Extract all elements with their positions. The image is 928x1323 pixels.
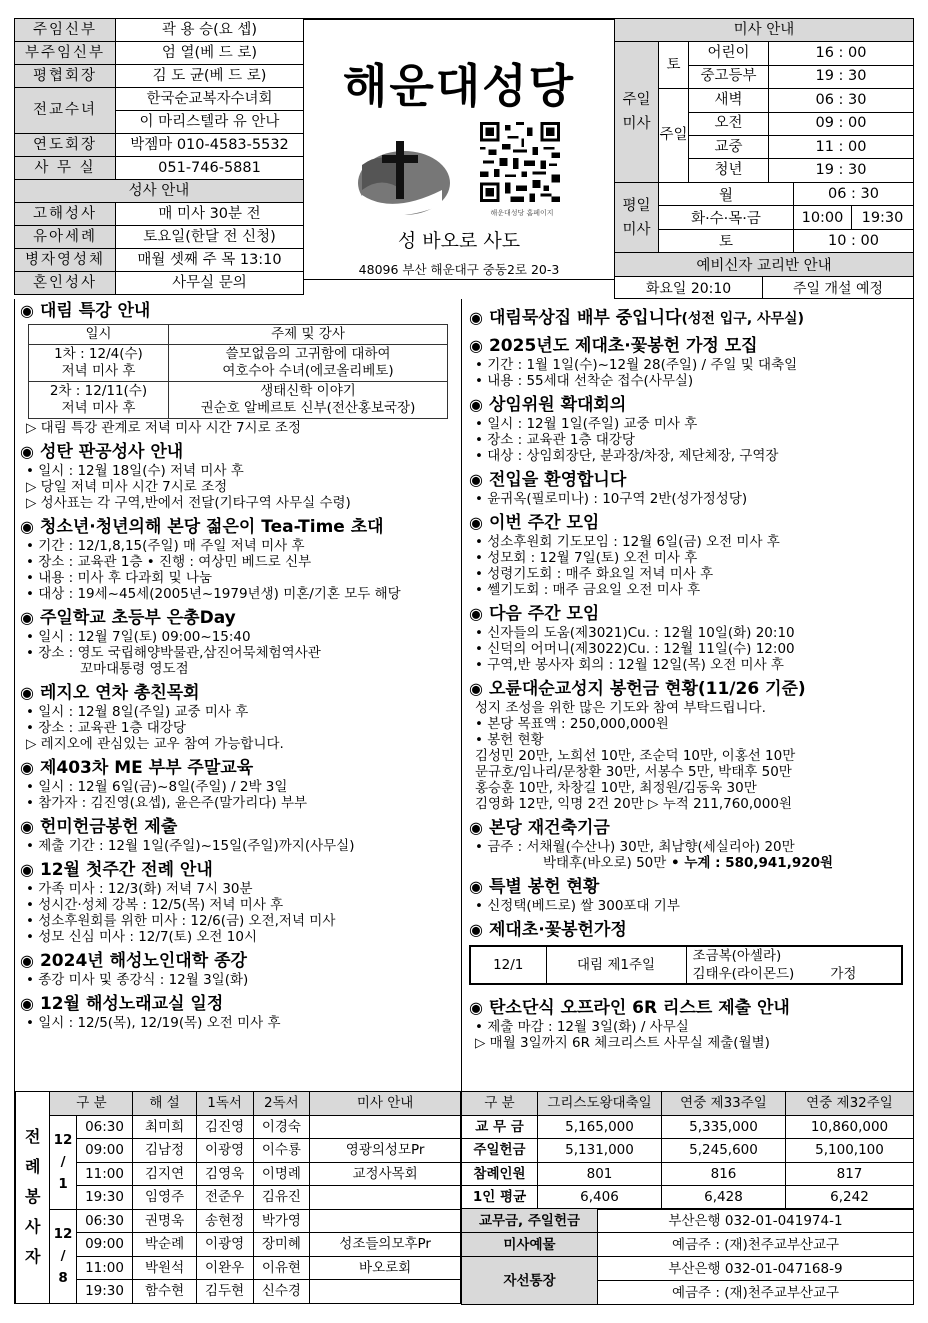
list-item: • 내용 : 55세대 선착순 접수(사무실)	[475, 373, 694, 389]
servers-cell: 함수현	[133, 1280, 196, 1304]
section-title: ◉ 2025년도 제대초·꽃봉헌 가정 모집	[469, 336, 758, 356]
list-item: • 금주 : 서채월(수산나) 30만, 최남향(세실리아) 20만	[475, 839, 795, 855]
list-item: • 참가자 : 김진영(요셉), 윤은주(말가리다) 부부	[26, 795, 308, 811]
section-title: ◉ 2024년 해성노인대학 종강	[20, 951, 247, 971]
mass-schedule-table	[614, 18, 914, 183]
mass-name: 청년	[689, 159, 769, 182]
mass-name: 중고등부	[689, 65, 769, 88]
servers-cell: 김유진	[253, 1186, 310, 1210]
altar-flower-table	[469, 945, 903, 985]
list-item: • 기간 : 1월 1일(수)~12월 28(주일) / 주일 및 대축일	[475, 357, 798, 373]
list-item: • 성소후원회를 위한 미사 : 12/6(금) 오전,저녁 미사	[26, 913, 336, 929]
finance-cell: 5,100,100	[786, 1139, 914, 1163]
list-item: • 가족 미사 : 12/3(화) 저녁 7시 30분	[26, 881, 253, 897]
bank-label: 교무금, 주일헌금	[462, 1209, 598, 1233]
list-item: • 대상 : 상임회장단, 분과장/차장, 제단체장, 구역장	[475, 448, 779, 464]
list-item: • 대상 : 19세~45세(2005년~1979년생) 미혼/기혼 모두 해당	[26, 586, 401, 602]
info-value: 한국순교복자수녀회	[116, 88, 304, 111]
mass-time: 11 : 00	[769, 135, 914, 158]
servers-cell	[310, 1186, 461, 1210]
mass-name: 오전	[689, 112, 769, 135]
info-value: 박젬마 010-4583-5532	[116, 134, 304, 157]
finance-header: 그리스도왕대축일	[538, 1092, 662, 1116]
liturgy-servers-table	[14, 1091, 461, 1304]
mass-time: 16 : 00	[769, 42, 914, 65]
servers-cell: 이광영	[196, 1139, 253, 1163]
servers-time: 19:30	[76, 1186, 133, 1210]
list-item: • 내용 : 미사 후 다과회 및 나눔	[26, 570, 213, 586]
list-item: 박태후(바오로) 50만 • 누계 : 580,941,920원	[543, 855, 834, 871]
servers-cell: 송현정	[196, 1209, 253, 1233]
list-item: ▷ 레지오에 관심있는 교우 참여 가능합니다.	[26, 736, 284, 752]
list-item: • 일시 : 12월 1일(주일) 교중 미사 후	[475, 416, 698, 432]
section-title: ◉ 대림묵상집 배부 중입니다(성전 입구, 사무실)	[469, 308, 804, 328]
section-title: ◉ 주일학교 초등부 은총Day	[20, 608, 236, 628]
lecture-topic: 쓸모없음의 고귀함에 대하여 여호수아 수녀(에코올리베토)	[169, 345, 448, 382]
servers-cell: 이유현	[253, 1256, 310, 1280]
info-value: 051-746-5881	[116, 157, 304, 180]
sacrament-key: 병자영성체	[15, 249, 116, 272]
advent-lecture-table	[28, 324, 448, 419]
servers-time: 06:30	[76, 1209, 133, 1233]
finance-cell: 817	[786, 1162, 914, 1186]
list-item: • 기간 : 12/1,8,15(주일) 매 주일 저녁 미사 후	[26, 538, 305, 554]
bank-holder: 예금주 : (재)천주교부산교구	[598, 1281, 914, 1305]
servers-cell: 장미혜	[253, 1233, 310, 1257]
section-title: ◉ 다음 주간 모임	[469, 604, 600, 624]
list-item: 문규호/임나리/문창환 30만, 서봉수 5만, 박태후 50만	[475, 764, 792, 780]
info-key: 주임신부	[15, 19, 116, 42]
servers-cell: 이완우	[196, 1256, 253, 1280]
finance-cell: 5,131,000	[538, 1139, 662, 1163]
servers-time: 11:00	[76, 1256, 133, 1280]
list-item: • 성모 신심 미사 : 12/7(토) 오전 10시	[26, 929, 257, 945]
bank-holder: 예금주 : (재)천주교부산교구	[598, 1233, 914, 1257]
list-item: • 쎌기도회 : 매주 금요일 오전 미사 후	[475, 582, 701, 598]
mass-name: 새벽	[689, 89, 769, 112]
finance-header: 연중 제33주일	[662, 1092, 786, 1116]
servers-cell: 김두현	[196, 1280, 253, 1304]
finance-header: 구 분	[462, 1092, 538, 1116]
servers-cell: 영광의성모Pr	[310, 1139, 461, 1163]
info-key: 부주임신부	[15, 42, 116, 65]
servers-cell: 이경숙	[253, 1115, 310, 1139]
parish-logo-icon	[352, 135, 452, 220]
finance-cell: 5,245,600	[662, 1139, 786, 1163]
left-column	[20, 295, 458, 1031]
info-key: 전교수녀	[15, 88, 116, 134]
servers-cell: 김진영	[196, 1115, 253, 1139]
finance-cell: 801	[538, 1162, 662, 1186]
saturday-label: 토	[659, 42, 689, 89]
section-title: ◉ 12월 첫주간 전례 안내	[20, 860, 213, 880]
mass-time: 09 : 00	[769, 112, 914, 135]
weekday-mass-table	[614, 182, 914, 277]
lecture-header: 일시	[29, 325, 169, 345]
list-item: • 일시 : 12월 8일(주일) 교중 미사 후	[26, 704, 249, 720]
info-key: 사 무 실	[15, 157, 116, 180]
servers-date: 12 / 8	[50, 1209, 76, 1303]
servers-time: 09:00	[76, 1233, 133, 1257]
info-key: 평협회장	[15, 65, 116, 88]
sacrament-value: 사무실 문의	[116, 272, 304, 295]
finance-cell: 6,242	[786, 1186, 914, 1210]
section-title: ◉ 전입을 환영합니다	[469, 470, 627, 490]
list-item: • 윤귀옥(필로미나) : 10구역 2반(성가정성당)	[475, 491, 748, 507]
servers-cell: 이수룡	[253, 1139, 310, 1163]
left-border	[14, 299, 15, 1091]
servers-cell: 최미희	[133, 1115, 196, 1139]
info-value: 김 도 균(베 드 로)	[116, 65, 304, 88]
homepage-qr-code-icon[interactable]	[480, 122, 560, 202]
list-item: • 일시 : 12월 7일(토) 09:00~15:40	[26, 629, 251, 645]
list-item: • 성시간·성체 강복 : 12/5(목) 저녁 미사 후	[26, 897, 284, 913]
list-item: • 본당 목표액 : 250,000,000원	[475, 716, 669, 732]
list-item: • 제출 기간 : 12월 1일(주일)~15일(주일)까지(사무실)	[26, 838, 355, 854]
catechumen-time: 화요일 20:10	[615, 277, 763, 299]
list-item: • 성모회 : 12월 7일(토) 오전 미사 후	[475, 550, 698, 566]
finance-cell: 5,165,000	[538, 1115, 662, 1139]
section-title: ◉ 대림 특강 안내	[20, 301, 151, 321]
sacrament-key: 고해성사	[15, 203, 116, 226]
servers-cell: 박원석	[133, 1256, 196, 1280]
finance-label: 주일헌금	[462, 1139, 538, 1163]
info-key: 연도회장	[15, 134, 116, 157]
lecture-date: 2차 : 12/11(수) 저녁 미사 후	[29, 382, 169, 419]
saturday-weekday-label: 토	[659, 229, 794, 252]
info-value: 엄 열(베 드 로)	[116, 42, 304, 65]
servers-cell	[310, 1280, 461, 1304]
parish-header	[304, 18, 614, 280]
servers-date: 12 / 1	[50, 1115, 76, 1209]
catechumen-header: 예비신자 교리반 안내	[615, 253, 914, 276]
section-title: ◉ 제대초·꽃봉헌가정	[469, 920, 627, 940]
finance-cell: 10,860,000	[786, 1115, 914, 1139]
bank-label: 자선통장	[462, 1257, 598, 1305]
servers-cell: 박순례	[133, 1233, 196, 1257]
list-item: ▷ 매월 3일까지 6R 체크리스트 사무실 제출(월별)	[475, 1035, 770, 1051]
offering-table	[461, 1091, 914, 1210]
servers-time: 09:00	[76, 1139, 133, 1163]
servers-cell: 성조들의모후Pr	[310, 1233, 461, 1257]
servers-cell: 신수경	[253, 1280, 310, 1304]
flower-person: 조금복(아셀라)	[686, 946, 902, 965]
tue-fri-time-2: 19:30	[852, 206, 914, 229]
list-item: 김성민 20만, 노희선 10만, 조순덕 10만, 이홍선 10만	[475, 748, 796, 764]
servers-time: 11:00	[76, 1162, 133, 1186]
saturday-weekday-time: 10 : 00	[794, 229, 914, 252]
section-title: ◉ 오륜대순교성지 봉헌금 현황(11/26 기준)	[469, 679, 806, 699]
sacrament-value: 매월 셋째 주 목 13:10	[116, 249, 304, 272]
list-item: • 신정택(베드로) 쌀 300포대 기부	[475, 898, 680, 914]
column-divider	[461, 299, 462, 1091]
section-title: ◉ 레지오 연차 총친목회	[20, 683, 200, 703]
tue-fri-label: 화·수·목·금	[659, 206, 794, 229]
list-item: 김영화 12만, 익명 2건 20만 ▷ 누적 211,760,000원	[475, 796, 792, 812]
right-border	[913, 299, 914, 1091]
servers-cell: 바오로회	[310, 1256, 461, 1280]
mass-time: 06 : 30	[769, 89, 914, 112]
list-item: • 장소 : 교육관 1층 대강당	[475, 432, 635, 448]
servers-cell: 박가영	[253, 1209, 310, 1233]
lecture-header: 주제 및 강사	[169, 325, 448, 345]
list-item: • 구역,반 봉사자 회의 : 12월 12일(목) 오전 미사 후	[475, 657, 784, 673]
servers-cell: 권명욱	[133, 1209, 196, 1233]
section-title: ◉ 청소년·청년의해 본당 젊은이 Tea-Time 초대	[20, 517, 384, 537]
list-item: • 일시 : 12월 6일(금)~8일(주일) / 2박 3일	[26, 779, 288, 795]
section-title: ◉ 성탄 판공성사 안내	[20, 442, 184, 462]
flower-date: 12/1	[470, 946, 546, 984]
list-item: 꼬마대통령 영도점	[80, 661, 189, 677]
patron-saint: 성 바오로 사도	[397, 230, 521, 252]
servers-cell: 전준우	[196, 1186, 253, 1210]
monday-label: 월	[659, 183, 794, 206]
pastoral-info-table	[14, 18, 304, 295]
servers-cell: 교정사목회	[310, 1162, 461, 1186]
section-title: ◉ 특별 봉헌 현황	[469, 877, 600, 897]
tue-fri-time-1: 10:00	[794, 206, 852, 229]
parish-title: 해운대성당	[342, 59, 576, 113]
finance-cell: 5,335,000	[662, 1115, 786, 1139]
sacrament-header: 성사 안내	[15, 180, 304, 203]
sacrament-key: 유아세례	[15, 226, 116, 249]
servers-time: 19:30	[76, 1280, 133, 1304]
list-item: • 성소후원회 기도모임 : 12월 6일(금) 오전 미사 후	[475, 534, 780, 550]
info-value: 곽 용 승(요 셉)	[116, 19, 304, 42]
servers-cell: 이명례	[253, 1162, 310, 1186]
bank-account-table	[461, 1208, 914, 1305]
list-item: ▷ 당일 저녁 미사 시간 7시로 조정	[26, 479, 228, 495]
bank-account: 부산은행 032-01-041974-1	[598, 1209, 914, 1233]
servers-header: 해 설	[133, 1092, 196, 1116]
finance-cell: 6,406	[538, 1186, 662, 1210]
list-item: • 종강 미사 및 종강식 : 12월 3일(화)	[26, 972, 249, 988]
servers-cell: 이광영	[196, 1233, 253, 1257]
finance-label: 교 무 금	[462, 1115, 538, 1139]
servers-time: 06:30	[76, 1115, 133, 1139]
list-item: • 성령기도회 : 매주 화요일 저녁 미사 후	[475, 566, 714, 582]
mass-time: 19 : 30	[769, 65, 914, 88]
list-item: 홍승훈 10만, 차창길 10만, 최정원/김동욱 30만	[475, 780, 757, 796]
list-item: • 신덕의 어머니(제3022)Cu. : 12월 11일(수) 12:00	[475, 641, 795, 657]
servers-cell	[310, 1115, 461, 1139]
parish-address: 48096 부산 해운대구 중동2로 20-3	[358, 262, 560, 277]
servers-header: 2독서	[253, 1092, 310, 1116]
finance-cell: 816	[662, 1162, 786, 1186]
servers-cell: 임영주	[133, 1186, 196, 1210]
list-item: • 일시 : 12/5(목), 12/19(목) 오전 미사 후	[26, 1015, 281, 1031]
sunday-mass-label: 주일 미사	[615, 42, 659, 182]
sacrament-value: 토요일(한달 전 신청)	[116, 226, 304, 249]
servers-header: 구 분	[50, 1092, 133, 1116]
finance-header: 연중 제32주일	[786, 1092, 914, 1116]
lecture-topic: 생태신학 이야기 권순호 알베르토 신부(전산홍보국장)	[169, 382, 448, 419]
flower-week: 대림 제1주일	[546, 946, 686, 984]
list-item: • 신자들의 도움(제3021)Cu. : 12월 10일(화) 20:10	[475, 625, 795, 641]
sacrament-value: 매 미사 30분 전	[116, 203, 304, 226]
list-item: • 봉헌 현황	[475, 732, 544, 748]
finance-cell: 6,428	[662, 1186, 786, 1210]
section-title: ◉ 이번 주간 모임	[469, 513, 600, 533]
servers-header: 1독서	[196, 1092, 253, 1116]
catechumen-table	[614, 276, 914, 299]
mass-header: 미사 안내	[615, 19, 914, 42]
servers-header: 미사 안내	[310, 1092, 461, 1116]
section-title: ◉ 12월 해성노래교실 일정	[20, 994, 224, 1014]
servers-cell: 김지연	[133, 1162, 196, 1186]
sunday-label: 주일	[659, 89, 689, 183]
section-title: ◉ 헌미헌금봉헌 제출	[20, 817, 178, 837]
mass-name: 교중	[689, 135, 769, 158]
section-title: ◉ 상임위원 확대회의	[469, 395, 627, 415]
list-item: 성지 조성을 위한 많은 기도와 참여 부탁드립니다.	[475, 700, 766, 716]
flower-person: 김태우(라이몬드) 가정	[686, 965, 902, 984]
bank-label: 미사예물	[462, 1233, 598, 1257]
list-item: • 일시 : 12월 18일(수) 저녁 미사 후	[26, 463, 244, 479]
sacrament-key: 혼인성사	[15, 272, 116, 295]
finance-label: 참례인원	[462, 1162, 538, 1186]
list-item: ▷ 대림 특강 관계로 저녁 미사 시간 7시로 조정	[26, 420, 301, 436]
list-item: • 제출 마감 : 12월 3일(화) / 사무실	[475, 1019, 689, 1035]
list-item: • 장소 : 교육관 1층 • 진행 : 여상민 베드로 신부	[26, 554, 312, 570]
servers-side-label: 전 례 봉 사 자	[15, 1092, 50, 1304]
section-title: ◉ 제403차 ME 부부 주말교육	[20, 758, 254, 778]
qr-caption: 해운대성당 홈페이지	[490, 209, 554, 217]
section-title: ◉ 본당 재건축기금	[469, 818, 610, 838]
lecture-date: 1차 : 12/4(수) 저녁 미사 후	[29, 345, 169, 382]
list-item: • 장소 : 영도 국립해양박물관,삼진어묵체험역사관	[26, 645, 321, 661]
list-item: • 장소 : 교육관 1층 대강당	[26, 720, 186, 736]
bank-account: 부산은행 032-01-047168-9	[598, 1257, 914, 1281]
info-value: 이 마리스텔라 유 안나	[116, 111, 304, 134]
weekday-mass-label: 평일 미사	[615, 183, 659, 253]
right-column	[469, 302, 911, 1051]
mass-name: 어린이	[689, 42, 769, 65]
monday-time: 06 : 30	[794, 183, 914, 206]
finance-label: 1인 평균	[462, 1186, 538, 1210]
servers-cell: 김영욱	[196, 1162, 253, 1186]
servers-cell	[310, 1209, 461, 1233]
list-item: ▷ 성사표는 각 구역,반에서 전달(기타구역 사무실 수령)	[26, 495, 351, 511]
section-title: ◉ 탄소단식 오프라인 6R 리스트 제출 안내	[469, 998, 790, 1018]
servers-cell: 김남정	[133, 1139, 196, 1163]
mass-time: 19 : 30	[769, 159, 914, 182]
catechumen-note: 주일 개설 예정	[763, 277, 914, 299]
